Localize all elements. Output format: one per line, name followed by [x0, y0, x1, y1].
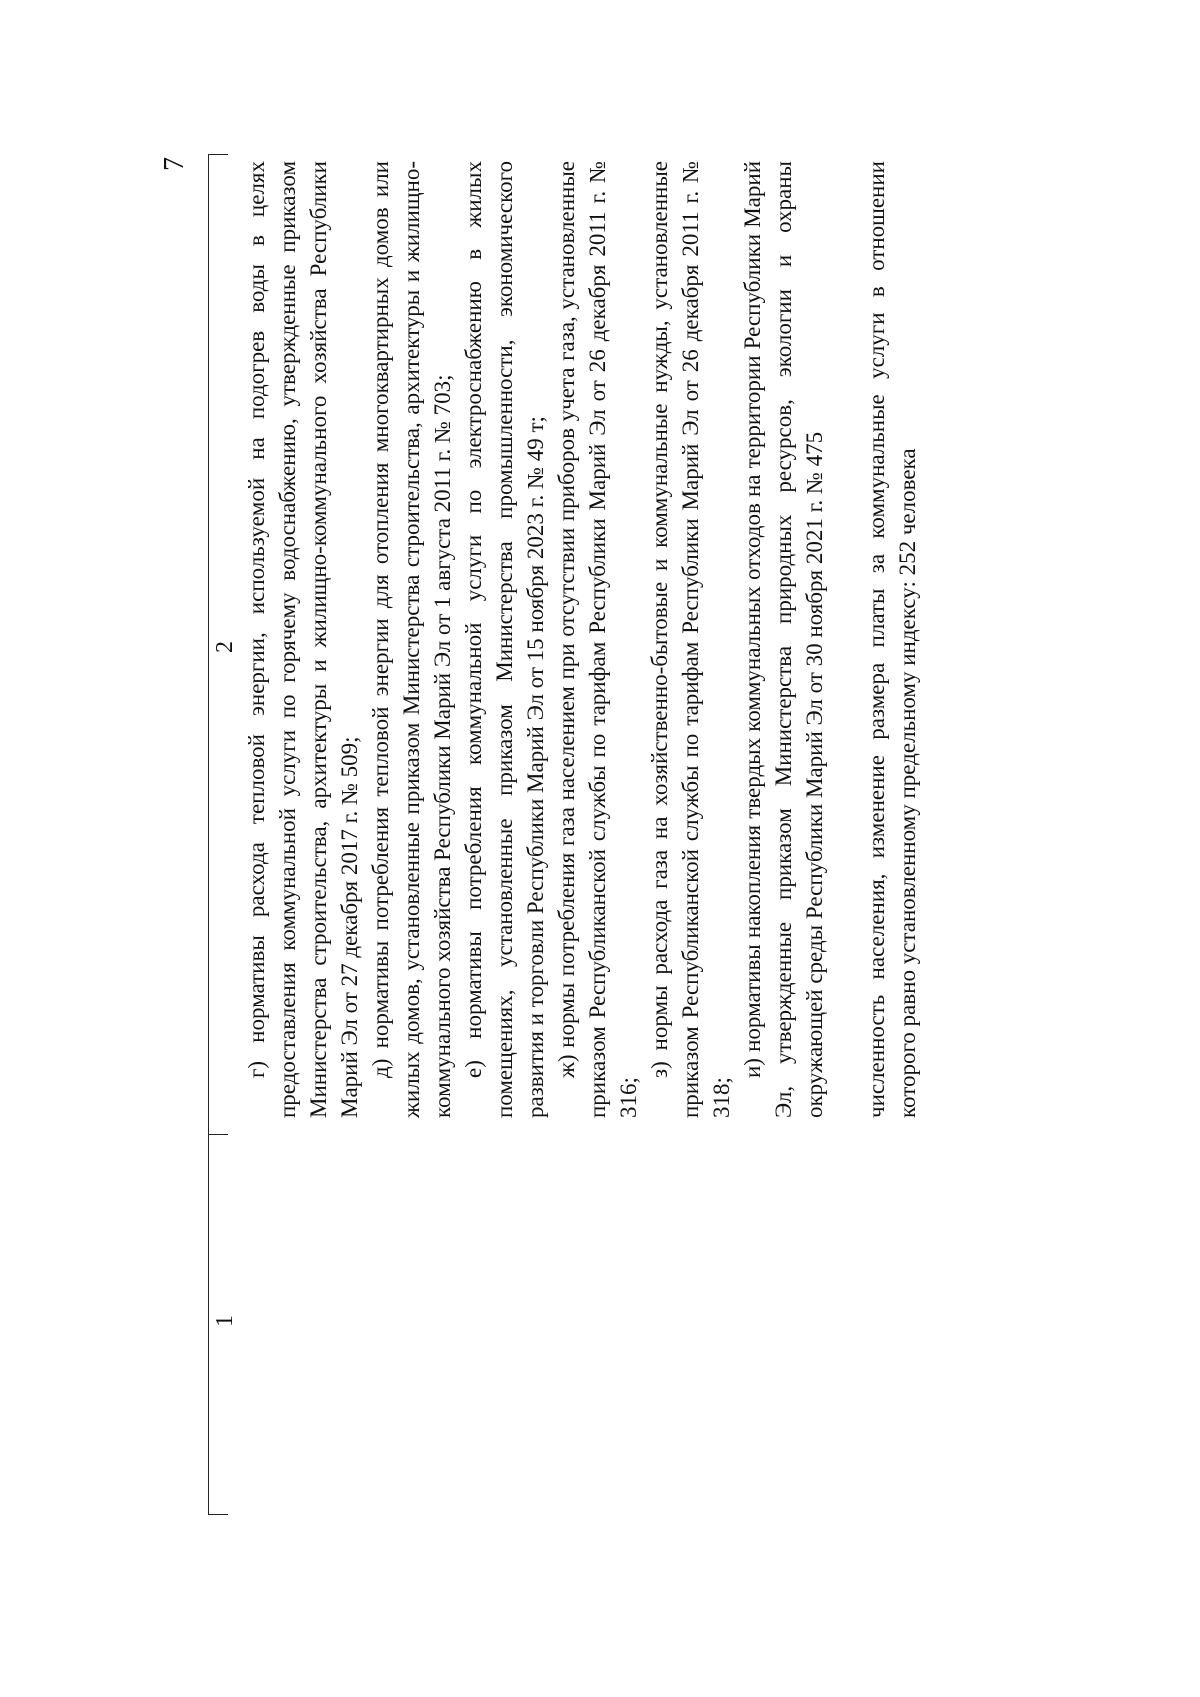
rotated-table-page	[208, 155, 1058, 1515]
table-right-border	[208, 154, 228, 155]
column-2-number: 2	[212, 641, 238, 653]
table-left-border	[208, 1514, 228, 1515]
paragraph-d: д) нормативы потребления тепловой энергии для отопления многоквартирных домов или жилых домов, установленные приказом Министерства строительства, архитектуры и жилищно-коммунального хозяйства Республики Марий Эл от 1 августа 2011 г. № 703;	[368, 161, 455, 1118]
paragraph-zh: ж) нормы потребления газа населением при отсутствии приборов учета газа, установленные приказом Республиканской службы по тарифам Республики Марий Эл от 26 декабря 2011 г. № 316;	[554, 161, 641, 1118]
paragraph-g: г) нормативы расхода тепловой энергии, используемой на подогрев воды в целях предоставления коммунальной услуги по горячему водоснабжению, утвержденные приказом Министерства строительства, архитектуры и жилищно-коммунального хозяйства Республики Марий Эл от 27 декабря 2017 г. № 509;	[244, 161, 362, 1118]
column-1-number: 1	[212, 1315, 238, 1327]
table-top-border	[208, 155, 209, 1515]
column-2-text	[241, 161, 923, 1118]
paragraph-i: и) нормативы накопления твердых коммунальных отходов на территории Республики Марий Эл, утвержденные приказом Министерства природных ресурсов, экологии и охраны окружающей среды Республики Марий Эл от 30 ноября 2021 г. № 475	[740, 161, 827, 1118]
page-number: 7	[159, 157, 190, 171]
paragraph-e: е) нормативы потребления коммунальной услуги по электроснабжению в жилых помещениях, установленные приказом Министерства промышленности, экономического развития и торговли Республики Марий Эл от 15 ноября 2023 г. № 49 т;	[461, 161, 548, 1118]
paragraph-gap	[830, 161, 861, 1118]
paragraph-z: з) нормы расхода газа на хозяйственно-бытовые и коммунальные нужды, установленные приказом Республиканской службы по тарифам Республики Марий Эл от 26 декабря 2011 г. № 318;	[647, 161, 734, 1118]
table-column-divider	[208, 1134, 228, 1135]
closing-paragraph: численность населения, изменение размера платы за коммунальные услуги в отношении которого равно установленному предельному индексу: 252 человека	[864, 161, 920, 1118]
